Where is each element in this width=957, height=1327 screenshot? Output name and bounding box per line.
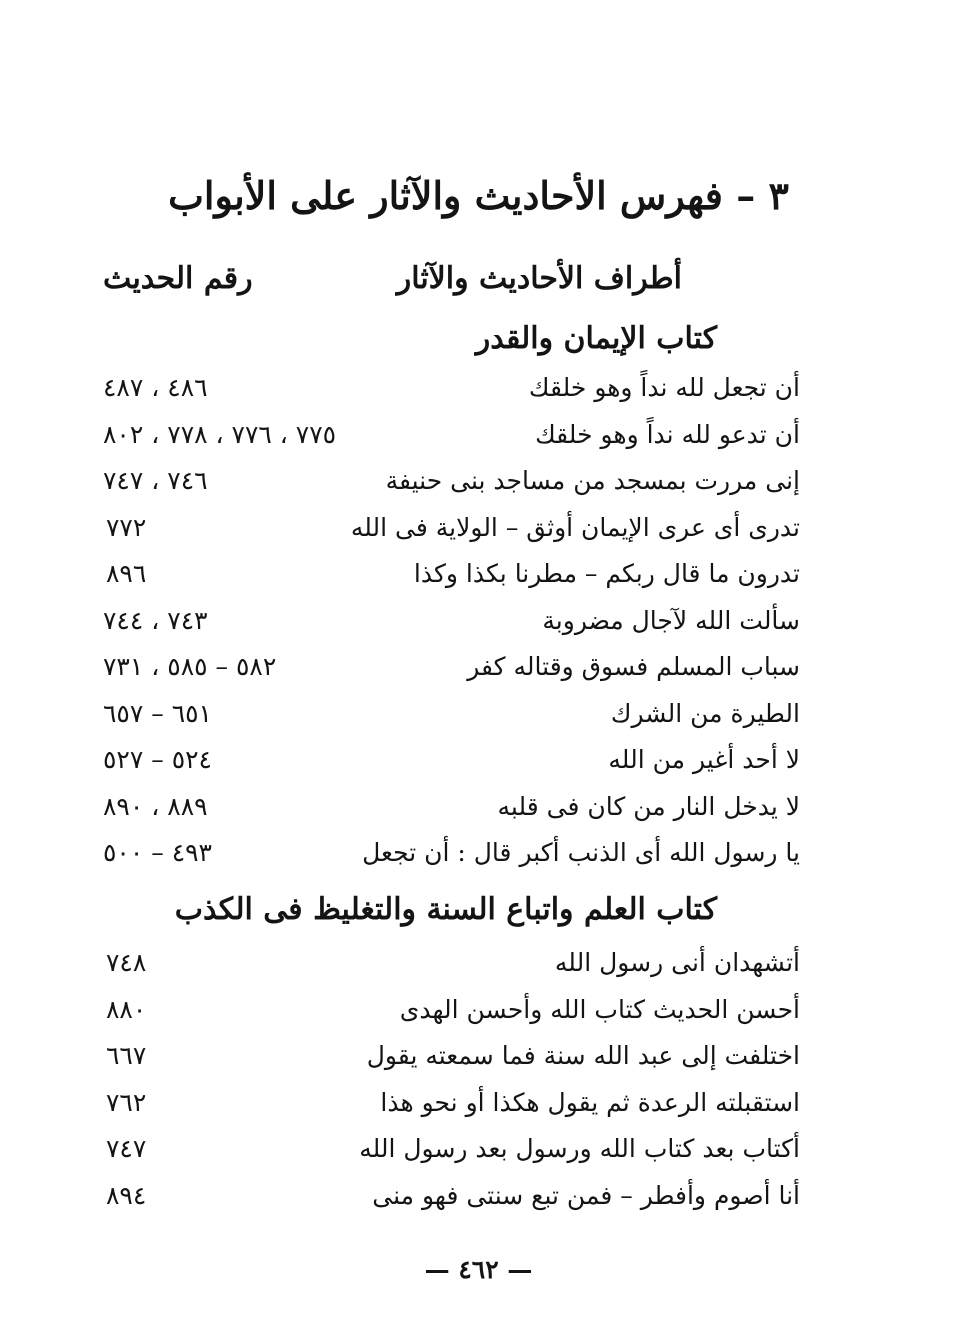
list-item — [0, 691, 957, 738]
list-item — [0, 412, 957, 459]
list-item — [0, 1126, 957, 1173]
hadith-text: أتشهدان أنى رسول الله — [554, 948, 800, 977]
list-item — [0, 598, 957, 645]
list-item — [0, 987, 957, 1034]
hadith-numbers: ٥٢٤ – ٥٢٧ — [103, 745, 212, 774]
hadith-numbers: ٧٧٢ — [106, 512, 147, 542]
page-number: — ٤٦٢ — — [424, 1255, 533, 1284]
hadith-numbers: ٨٩٤ — [106, 1180, 147, 1210]
hadith-text: أنا أصوم وأفطر – فمن تبع سنتى فهو منى — [372, 1180, 800, 1210]
hadith-numbers: ٦٦٧ — [106, 1041, 147, 1070]
hadith-numbers: ٤٨٦ ، ٤٨٧ — [103, 373, 208, 402]
list-item — [0, 365, 957, 412]
hadith-text: لا يدخل النار من كان فى قلبه — [497, 791, 800, 821]
hadith-numbers: ٧٦٢ — [106, 1087, 147, 1117]
hadith-numbers: ٤٩٣ – ٥٠٠ — [103, 838, 212, 867]
list-item — [0, 940, 957, 987]
column-headers — [0, 254, 957, 304]
hadith-text: تدرون ما قال ربكم – مطرنا بكذا وكذا — [413, 559, 800, 588]
list-item — [0, 458, 957, 505]
hadith-numbers: ٦٥١ – ٦٥٧ — [103, 698, 212, 728]
hadith-numbers: ٥٨٢ – ٥٨٥ ، ٧٣١ — [103, 652, 277, 681]
number-column-header: رقم الحديث — [103, 261, 253, 296]
hadith-numbers: ٧٤٨ — [106, 948, 147, 977]
hadith-text: لا أحد أغير من الله — [608, 745, 800, 774]
hadith-text: أكتاب بعد كتاب الله ورسول بعد رسول الله — [359, 1134, 800, 1163]
section-title-knowledge: كتاب العلم واتباع السنة والتغليظ فى الكذب — [174, 892, 717, 927]
section-entries-knowledge — [0, 940, 957, 1219]
list-item — [0, 644, 957, 691]
hadith-text: سباب المسلم فسوق وقتاله كفر — [467, 652, 800, 681]
hadith-text: سألت الله لآجال مضروبة — [542, 605, 800, 635]
hadith-text: استقبلته الرعدة ثم يقول هكذا أو نحو هذا — [380, 1087, 800, 1117]
hadith-text: يا رسول الله أى الذنب أكبر قال : أن تجعل — [362, 838, 800, 867]
hadith-numbers: ٧٧٥ ، ٧٧٦ ، ٧٧٨ ، ٨٠٢ — [103, 419, 337, 449]
list-item — [0, 505, 957, 552]
section-entries-faith — [0, 365, 957, 877]
hadith-numbers: ٧٤٦ ، ٧٤٧ — [103, 466, 208, 495]
hadith-numbers: ٨٨٠ — [106, 994, 147, 1024]
hadith-text: اختلفت إلى عبد الله سنة فما سمعته يقول — [366, 1041, 800, 1070]
section-title-faith: كتاب الإيمان والقدر — [475, 321, 717, 356]
list-item — [0, 1080, 957, 1127]
list-item — [0, 737, 957, 784]
list-item — [0, 1173, 957, 1220]
hadith-text: أن تجعل لله نداً وهو خلقك — [528, 373, 800, 402]
hadith-numbers: ٧٤٣ ، ٧٤٤ — [103, 605, 208, 635]
hadith-text: إنى مررت بمسجد من مساجد بنى حنيفة — [385, 466, 800, 495]
page-title: ٣ – فهرس الأحاديث والآثار على الأبواب — [168, 173, 789, 218]
list-item — [0, 1033, 957, 1080]
text-column-header: أطراف الأحاديث والآثار — [396, 261, 682, 296]
hadith-numbers: ٨٩٦ — [106, 559, 147, 588]
list-item — [0, 551, 957, 598]
hadith-text: أحسن الحديث كتاب الله وأحسن الهدى — [399, 994, 800, 1024]
hadith-numbers: ٧٤٧ — [106, 1134, 147, 1163]
hadith-numbers: ٨٨٩ ، ٨٩٠ — [103, 791, 208, 821]
list-item — [0, 784, 957, 831]
list-item — [0, 830, 957, 877]
hadith-text: تدرى أى عرى الإيمان أوثق – الولاية فى الله — [350, 512, 800, 542]
hadith-text: أن تدعو لله نداً وهو خلقك — [535, 419, 800, 449]
hadith-text: الطيرة من الشرك — [610, 698, 800, 728]
